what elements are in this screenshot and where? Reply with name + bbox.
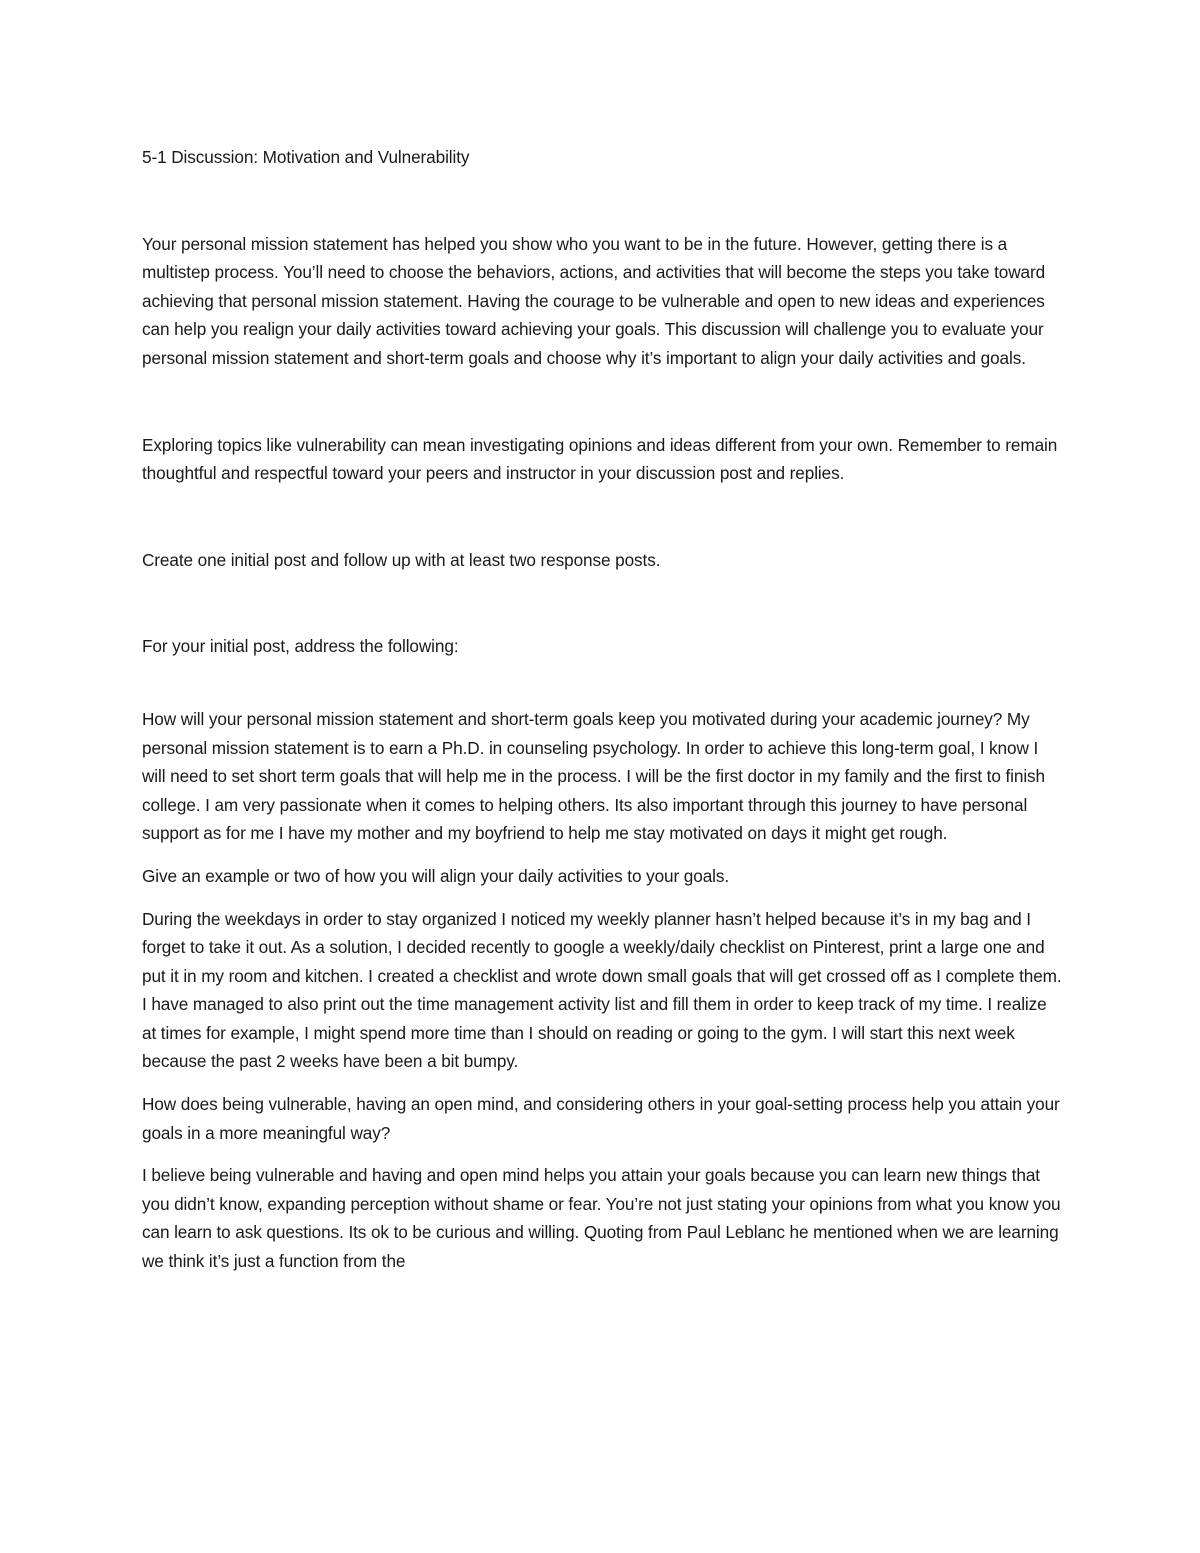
document-title: 5-1 Discussion: Motivation and Vulnerability xyxy=(142,147,470,167)
motivation-answer-paragraph: How will your personal mission statement and short-term goals keep you motivated during your academic journey? My personal mission statement is to earn a Ph.D. in counseling psychology. In order to achieve this long-term goal, I know I will need to set short term goals that will help me in the process. I will be the first doctor in my family and the first to finish college. I am very passionate when it comes to helping others. Its also important through this journey to have personal support as for me I have my mother and my boyfriend to help me stay motivated on days it might get rough. xyxy=(142,708,1045,844)
respect-paragraph: Exploring topics like vulnerability can mean investigating opinions and ideas different from your own. Remember to remain thoughtful and respectful toward your peers and instructor in your discussion post and replies. xyxy=(142,434,1058,484)
align-answer-paragraph: During the weekdays in order to stay organized I noticed my weekly planner hasn’t helped because it’s in my bag and I forget to take it out. As a solution, I decided recently to google a weekly/daily checklist on Pinterest, print a large one and put it in my room and kitchen. I created a checklist and wrote down small goals that will get crossed off as I complete them. I have managed to also print out the time management activity list and fill them in order to keep track of my time. I realize at times for example, I might spend more time than I should on reading or going to the gym. I will start this next week because the past 2 weeks have been a bit bumpy. xyxy=(142,908,1062,1072)
instructions-paragraph: Create one initial post and follow up with at least two response posts. xyxy=(142,549,661,570)
align-question-paragraph: Give an example or two of how you will align your daily activities to your goals. xyxy=(142,865,730,886)
vulnerability-question-paragraph: How does being vulnerable, having an open mind, and considering others in your goal-setting process help you attain your goals in a more meaningful way? xyxy=(142,1094,1060,1143)
document-body xyxy=(142,143,1062,1276)
initial-post-heading: For your initial post, address the following: xyxy=(142,636,459,657)
vulnerability-answer-paragraph: I believe being vulnerable and having and open mind helps you attain your goals because you can learn new things that you didn’t know, expanding perception without shame or fear. You’re not just stating your opinions from what you know you can learn to ask questions. Its ok to be curious and willing. Quoting from Paul Leblanc he mentioned when we are learning we think it’s just a function from the xyxy=(142,1165,1061,1272)
intro-paragraph: Your personal mission statement has helped you show who you want to be in the future. However, getting there is a multistep process. You’ll need to choose the behaviors, actions, and activities that will become the steps you take toward achieving that personal mission statement. Having the courage to be vulnerable and open to new ideas and experiences can help you realign your daily activities toward achieving your goals. This discussion will challenge you to evaluate your personal mission statement and short-term goals and choose why it’s important to align your daily activities and goals. xyxy=(142,233,1046,368)
